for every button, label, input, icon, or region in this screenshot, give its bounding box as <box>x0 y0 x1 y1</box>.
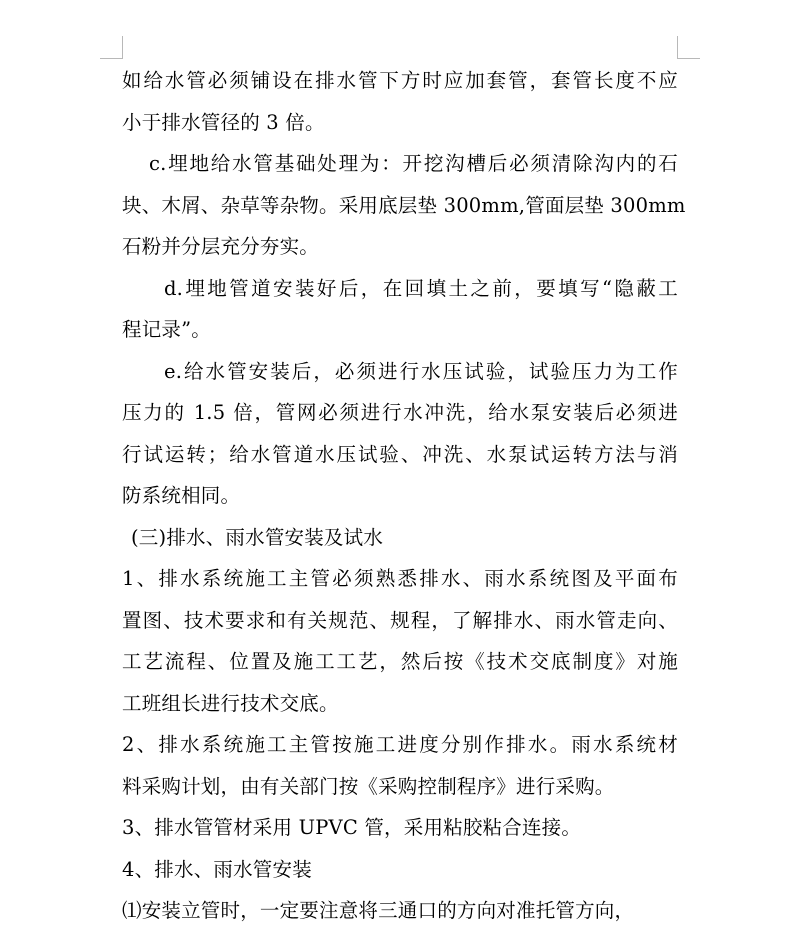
text-line: 工艺流程、位置及施工工艺，然后按《技术交底制度》对施 <box>122 650 678 673</box>
page-corner-mark-left <box>100 36 123 59</box>
page-corner-mark-right <box>677 36 700 59</box>
text-line: 1、排水系统施工主管必须熟悉排水、雨水系统图及平面布 <box>122 567 678 590</box>
text-line: 石粉并分层充分夯实。 <box>122 235 320 258</box>
section-heading: (三)排水、雨水管安装及试水 <box>131 525 384 549</box>
document-body <box>122 60 686 932</box>
text-line: 料采购计划，由有关部门按《采购控制程序》进行采购。 <box>122 774 615 798</box>
text-line: 如给水管必须铺设在排水管下方时应加套管，套管长度不应 <box>122 69 678 92</box>
text-line: 行试运转；给水管道水压试验、冲洗、水泵试运转方法与消 <box>122 442 678 466</box>
text-line: 压力的 1.5 倍，管网必须进行水冲洗，给水泵安装后必须进 <box>122 401 678 424</box>
text-line: 2、排水系统施工主管按施工进度分别作排水。雨水系统材 <box>122 733 678 756</box>
text-line: 块、木屑、杂草等杂物。采用底层垫 300mm,管面层垫 300mm <box>122 193 686 217</box>
text-line: 小于排水管径的 3 倍。 <box>122 110 325 134</box>
text-line: 防系统相同。 <box>122 484 241 507</box>
text-line: e.给水管安装后，必须进行水压试验，试验压力为工作 <box>164 359 678 383</box>
text-line: 4、排水、雨水管安装 <box>122 857 312 881</box>
text-line: ⑴安装立管时，一定要注意将三通口的方向对准托管方向， <box>122 899 635 922</box>
text-line: d.埋地管道安装好后，在回填土之前，要填写“隐蔽工 <box>164 276 678 300</box>
text-line: 3、排水管管材采用 UPVC 管，采用粘胶粘合连接。 <box>122 816 582 839</box>
text-line: c.埋地给水管基础处理为：开挖沟槽后必须清除沟内的石 <box>149 152 678 175</box>
text-line: 置图、技术要求和有关规范、规程，了解排水、雨水管走向、 <box>122 608 678 632</box>
text-line: 程记录”。 <box>122 318 211 341</box>
text-line: 工班组长进行技术交底。 <box>122 691 339 715</box>
